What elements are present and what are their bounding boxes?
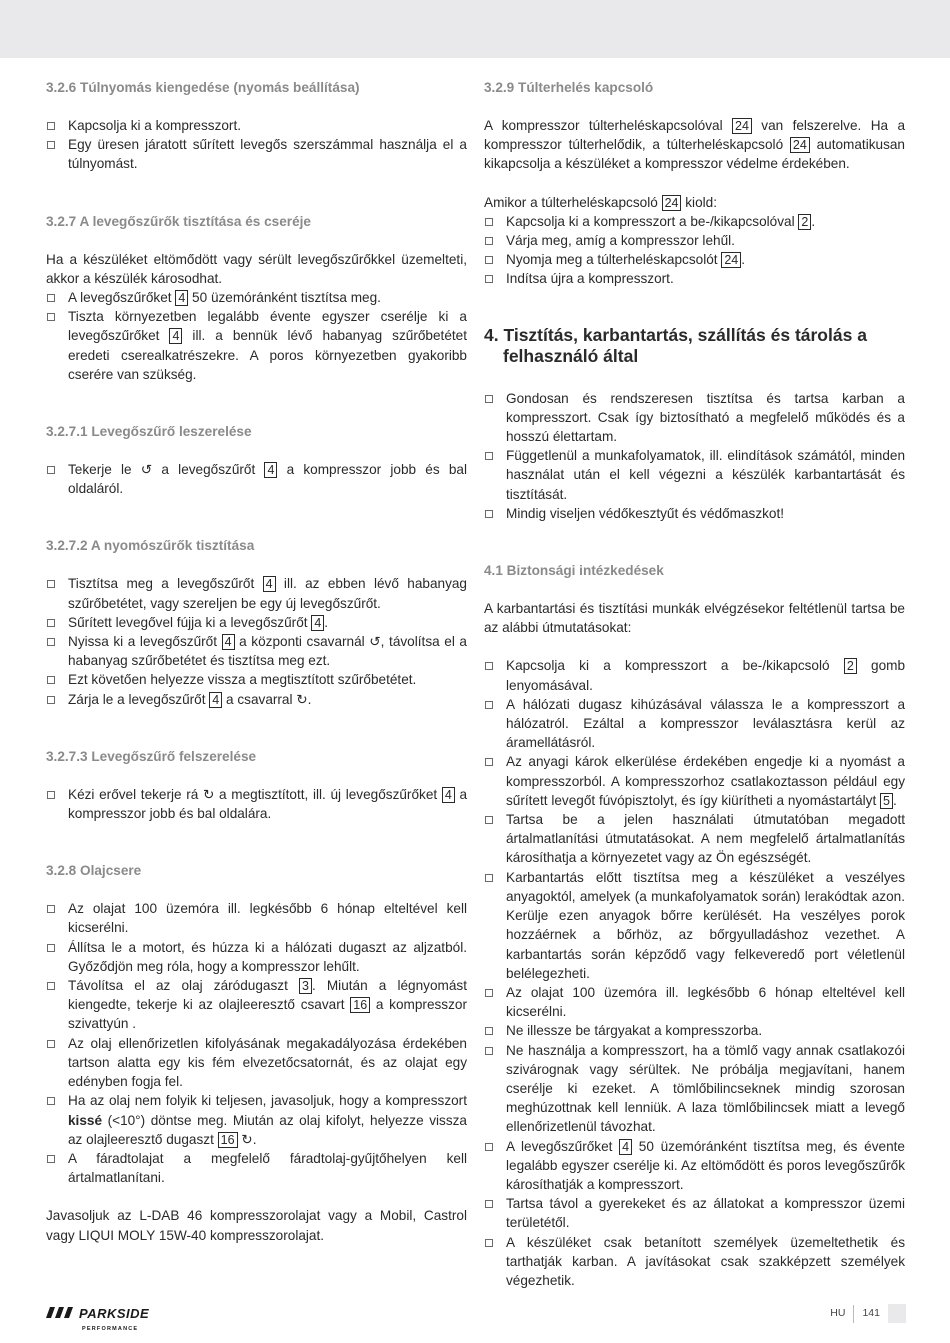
part-number-box: 16 bbox=[350, 997, 370, 1013]
list-item: Várja meg, amíg a kompresszor lehűl. bbox=[484, 231, 905, 250]
heading-3-2-7-1: 3.2.7.1 Levegőszűrő leszerelése bbox=[46, 424, 252, 440]
list-item: Ezt követően helyezze vissza a megtisztított szűrőbetétet. bbox=[46, 670, 467, 689]
list-item: A hálózati dugasz kihúzásával válassza le a kompresszort a hálózatról. Ezáltal a kompresszor leválasztásra kerül az áramellátásról. bbox=[484, 695, 905, 753]
logo-subtext: PERFORMANCE bbox=[82, 1326, 139, 1333]
list-3-2-6 bbox=[46, 116, 467, 174]
page-tab-marker bbox=[888, 1304, 906, 1323]
part-number-box: 4 bbox=[619, 1139, 632, 1155]
page-number: 141 bbox=[862, 1307, 880, 1319]
list-item: Az olajat 100 üzemóra ill. legkésőbb 6 hónap elteltével kell kicserélni. bbox=[46, 899, 467, 937]
heading-3-2-7-3: 3.2.7.3 Levegőszűrő felszerelése bbox=[46, 748, 257, 764]
list-item: Tartsa be a jelen használati útmutatóban megadott ártalmatlanítási útmutatásokat. A nem megfelelő ártalmatlanítás károsíthatja a környezetet vagy az Ön egészségét. bbox=[484, 810, 905, 868]
part-number-box: 4 bbox=[175, 290, 188, 306]
list-item: Függetlenül a munkafolyamatok, ill. elindítások számától, minden használat után el kell végezni a készülék karbantartását és tisztítását. bbox=[484, 446, 905, 504]
list-3-2-7 bbox=[46, 288, 467, 384]
list-3-2-8 bbox=[46, 899, 467, 1187]
part-number-box: 24 bbox=[721, 252, 741, 268]
paragraph-3-2-9-2: Amikor a túlterheléskapcsoló 24 kiold: bbox=[484, 194, 717, 210]
list-item: Ne illessze be tárgyakat a kompresszorba. bbox=[484, 1021, 905, 1040]
part-number-box: 24 bbox=[662, 195, 682, 211]
logo-text: PARKSIDE bbox=[79, 1306, 150, 1321]
part-number-box: 4 bbox=[222, 634, 235, 650]
list-item: Kapcsolja ki a kompresszort. bbox=[46, 116, 467, 135]
list-item: Az anyagi károk elkerülése érdekében engedje ki a nyomást a kompresszorból. A kompresszorhoz csatlakoztasson például egy sűrített levegőt fúvópisztolyt, és így kiürítheti a nyomástartályt 5 . bbox=[484, 752, 905, 810]
part-number-box: 4 bbox=[264, 462, 277, 478]
list-item: Nyissa ki a levegőszűrőt 4 a központi csavarnál ↺, távolítsa el a habanyag szűrőbetétet és tisztítsa meg ezt. bbox=[46, 632, 467, 670]
list-item: Mindig viseljen védőkesztyűt és védőmaszkot! bbox=[484, 504, 905, 523]
list-item: Az olajat 100 üzemóra ill. legkésőbb 6 hónap elteltével kell kicserélni. bbox=[484, 983, 905, 1021]
brand-logo bbox=[46, 1304, 149, 1339]
part-number-box: 24 bbox=[790, 137, 810, 153]
part-number-box: 5 bbox=[880, 793, 893, 809]
part-number-box: 2 bbox=[844, 658, 857, 674]
top-header-bar bbox=[0, 0, 950, 58]
list-item: Gondosan és rendszeresen tisztítsa és tartsa karban a kompresszort. Csak így biztosítható a megfelelő működés és a hosszú élettartam. bbox=[484, 389, 905, 447]
right-column bbox=[484, 78, 905, 1290]
logo-stripes-icon bbox=[46, 1304, 76, 1323]
list-3-2-7-2 bbox=[46, 574, 467, 708]
list-3-2-7-1 bbox=[46, 460, 467, 498]
list-item: Kapcsolja ki a kompresszort a be-/kikapcsoló 2 gomb lenyomásával. bbox=[484, 656, 905, 694]
list-item: A fáradtolajat a megfelelő fáradtolaj-gyűjtőhelyen kell ártalmatlanítani. bbox=[46, 1149, 467, 1187]
list-item: Ha az olaj nem folyik ki teljesen, javasoljuk, hogy a kompresszort kissé (<10°) döntse meg. Miután az olaj kifolyt, helyezze vissza az olajleeresztő dugaszt 16 ↻. bbox=[46, 1091, 467, 1149]
paragraph-4-1-intro: A karbantartási és tisztítási munkák elvégzésekor feltétlenül tartsa be az alábbi útmutatásokat: bbox=[484, 601, 905, 636]
language-code: HU bbox=[830, 1307, 846, 1319]
part-number-box: 16 bbox=[218, 1132, 238, 1148]
part-number-box: 4 bbox=[169, 328, 182, 344]
part-number-box: 2 bbox=[798, 214, 811, 230]
list-item: Sűrített levegővel fújja ki a levegőszűrőt 4 . bbox=[46, 613, 467, 632]
list-item: Indítsa újra a kompresszort. bbox=[484, 269, 905, 288]
part-number-box: 3 bbox=[299, 978, 312, 994]
list-item: Egy üresen járatott sűrített levegős szerszámmal használja el a túlnyomást. bbox=[46, 135, 467, 173]
list-item: Kézi erővel tekerje rá ↻ a megtisztított, ill. új levegőszűrőket 4 a kompresszor jobb és bal oldalára. bbox=[46, 785, 467, 823]
list-3-2-7-3 bbox=[46, 785, 467, 823]
left-column bbox=[46, 78, 467, 1245]
list-item: Tekerje le ↺ a levegőszűrőt 4 a kompresszor jobb és bal oldaláról. bbox=[46, 460, 467, 498]
list-4-1 bbox=[484, 656, 905, 1290]
list-item: Karbantartás előtt tisztítsa meg a készüléket a veszélyes anyagoktól, amelyek (a munkafolyamatok során) lerakódtak azon. Kerülje ezen anyagok bőrre kerülését. Ha veszélyes porok hozzáérnek a bőrhöz, az bőrgyulladáshoz vezethet. A karbantartás során képződő vagy felkeveredő port véletlenül belélegezheti. bbox=[484, 868, 905, 983]
paragraph-3-2-9-1: A kompresszor túlterheléskapcsolóval 24 van felszerelve. Ha a kompresszor túlterhelődik, a túlterheléskapcsoló 24 automatikusan kikapcsolja a készüléket a kompresszor védelme érdekében. bbox=[484, 118, 906, 172]
part-number-box: 4 bbox=[263, 576, 276, 592]
paragraph-oil-recommendation: Javasoljuk az L-DAB 46 kompresszorolajat vagy a Mobil, Castrol vagy LIQUI MOLY 15W-40 kompresszorolajat. bbox=[46, 1208, 467, 1243]
part-number-box: 24 bbox=[732, 118, 752, 134]
heading-3-2-8: 3.2.8 Olajcsere bbox=[46, 863, 142, 879]
part-number-box: 4 bbox=[209, 692, 222, 708]
footer-divider bbox=[853, 1305, 854, 1323]
heading-3-2-9: 3.2.9 Túlterhelés kapcsoló bbox=[484, 80, 654, 95]
heading-3-2-6: 3.2.6 Túlnyomás kiengedése (nyomás beállítása) bbox=[46, 80, 360, 95]
part-number-box: 4 bbox=[311, 615, 324, 631]
list-3-2-9 bbox=[484, 212, 905, 289]
list-item: Állítsa le a motort, és húzza ki a hálózati dugaszt az aljzatból. Győződjön meg róla, hogy a kompresszor lehűlt. bbox=[46, 938, 467, 976]
heading-3-2-7: 3.2.7 A levegőszűrők tisztítása és cseréje bbox=[46, 213, 311, 229]
part-number-box: 4 bbox=[442, 787, 455, 803]
list-item: Nyomja meg a túlterheléskapcsolót 24 . bbox=[484, 250, 905, 269]
list-item: Távolítsa el az olaj záródugaszt 3 . Miután a légnyomást kiengedte, tekerje ki az olajleeresztő csavart 16 a kompresszor szivattyún . bbox=[46, 976, 467, 1034]
list-item: A készüléket csak betanított személyek üzemeltethetik és tarthatják karban. A javításokat csak szakképzett személyek végezhetik. bbox=[484, 1233, 905, 1291]
list-item: Az olaj ellenőrizetlen kifolyásának megakadályozása érdekében tartson alatta egy kis fém elvezetőcsatornát, és az olajat egy edényben fogja fel. bbox=[46, 1034, 467, 1092]
list-item: A levegőszűrőket 4 50 üzemóránként tisztítsa meg, és évente legalább egyszer cserélje ki. Az eltömődött és poros levegőszűrők károsíthatják a kompresszort. bbox=[484, 1137, 905, 1195]
list-item: Kapcsolja ki a kompresszort a be-/kikapcsolóval 2 . bbox=[484, 212, 905, 231]
list-item: Tiszta környezetben legalább évente egyszer cserélje ki a levegőszűrőket 4 ill. a bennük lévő habanyag szűrőbetétet eredeti cserealkatrészekre. A poros környezetben gyakoribb cserére van szükség. bbox=[46, 307, 467, 384]
paragraph-3-2-7-intro: Ha a készüléket eltömődött vagy sérült levegőszűrőkkel üzemelteti, akkor a készülék károsodhat. bbox=[46, 251, 467, 286]
list-item: A levegőszűrőket 4 50 üzemóránként tisztítsa meg. bbox=[46, 288, 467, 307]
list-item: Tisztítsa meg a levegőszűrőt 4 ill. az ebben lévő habanyag szűrőbetétet, vagy szereljen be egy új levegőszűrőt. bbox=[46, 574, 467, 612]
list-item: Ne használja a kompresszort, ha a tömlő vagy annak csatlakozói szivárognak vagy sérültek. Ne próbálja megjavítani, hanem cserélje ki ezeket. A tömlőbilincseknek mindig szorosan meghúzottnak kell lenniük. A laza tömlőbilincsek miatt a levegő ellenőrizetlenül távozhat. bbox=[484, 1041, 905, 1137]
list-item: Tartsa távol a gyerekeket és az állatokat a kompresszor üzemi területétől. bbox=[484, 1194, 905, 1232]
heading-4-1: 4.1 Biztonsági intézkedések bbox=[484, 563, 664, 579]
list-item: Zárja le a levegőszűrőt 4 a csavarral ↻. bbox=[46, 690, 467, 709]
list-chapter-4 bbox=[484, 389, 905, 523]
heading-chapter-4: 4. Tisztítás, karbantartás, szállítás és tárolás a felhasználó által bbox=[484, 324, 867, 366]
heading-3-2-7-2: 3.2.7.2 A nyomószűrők tisztítása bbox=[46, 538, 255, 554]
page-footer bbox=[830, 1304, 906, 1323]
